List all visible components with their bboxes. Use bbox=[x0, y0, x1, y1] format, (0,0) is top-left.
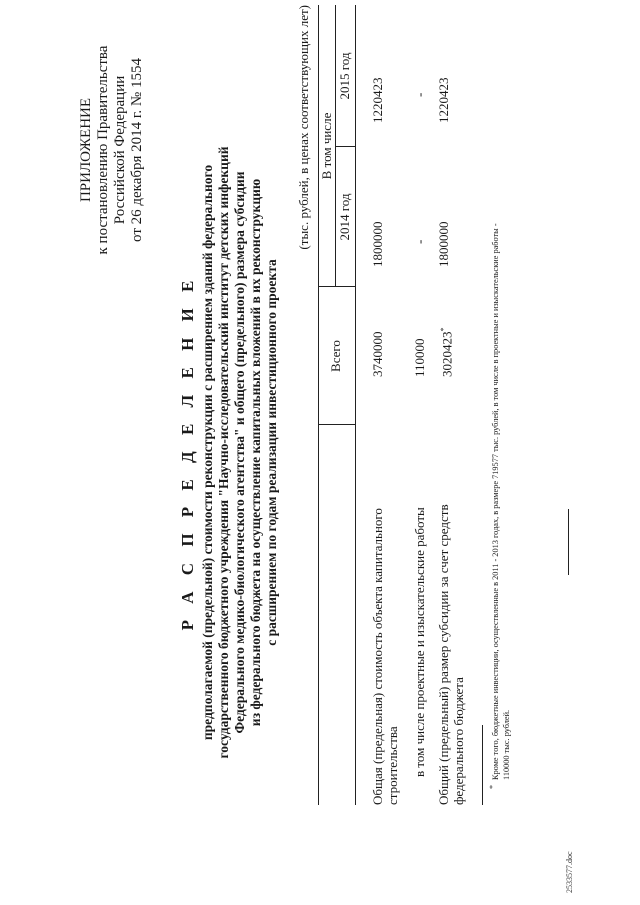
header-group: В том числе bbox=[319, 112, 334, 180]
header-year-2015: 2015 год bbox=[337, 52, 352, 100]
footnote-separator bbox=[482, 725, 483, 805]
appendix-line-1: к постановлению Правительства bbox=[95, 45, 111, 255]
subtitle-line-4: из федерального бюджета на осуществление капитальных вложений в их реконструкцию bbox=[248, 178, 263, 727]
table-header-bottom-border bbox=[355, 5, 356, 805]
table-row-1-2014: 1800000 bbox=[370, 221, 385, 267]
table-row-1-2015: 1220423 bbox=[370, 77, 385, 123]
appendix-line-2: Российской Федерации bbox=[112, 75, 128, 225]
subtitle-line-3: Федерального медико-биологического агентства" и общего (предельного) размера субсидии bbox=[232, 171, 247, 734]
units-note: (тыс. рублей, в ценах соответствующих лет) bbox=[296, 5, 311, 250]
table-row-2-total: 110000 bbox=[412, 338, 427, 377]
table-row-3-total: 3020423* bbox=[439, 327, 455, 377]
appendix-block bbox=[78, 10, 146, 290]
header-total: Всего bbox=[328, 340, 343, 372]
subtitle-line-1: предполагаемой (предельной) стоимости реконструкции с расширением зданий федерального bbox=[200, 164, 215, 741]
table-row-3-label: Общий (предельный) размер субсидии за счет средств федерального бюджета bbox=[436, 504, 466, 805]
subtitle-line-5: с расширением по годам реализации инвестиционного проекта bbox=[264, 259, 279, 646]
document-subtitle bbox=[200, 0, 280, 905]
table-row-2-2015: - bbox=[412, 92, 427, 97]
footnote-reference-mark: * bbox=[439, 327, 448, 332]
document-title: Р А С П Р Е Д Е Л Е Н И Е bbox=[178, 274, 197, 631]
table-row-3-2015: 1220423 bbox=[436, 77, 451, 123]
table-row-3-2014: 1800000 bbox=[436, 221, 451, 267]
footnote bbox=[490, 0, 512, 780]
footnote-line-2: 110000 тыс. рублей. bbox=[502, 709, 511, 780]
footnote-line-1: Кроме того, бюджетные инвестиции, осуществленные в 2011 - 2013 годах, в размере 719577 тыс. рублей, в том числе в проектные и изыскательские работы - bbox=[491, 223, 500, 780]
footnote-mark: * bbox=[488, 785, 497, 789]
header-year-2014: 2014 год bbox=[337, 193, 352, 241]
appendix-title: ПРИЛОЖЕНИЕ bbox=[78, 97, 94, 203]
subtitle-line-2: государственного бюджетного учреждения "Научно-исследовательский институт детских инфекций bbox=[216, 146, 231, 759]
table-row-1-label: Общая (предельная) стоимость объекта капитального строительства bbox=[370, 508, 400, 805]
separator-line-1 bbox=[568, 509, 569, 575]
appendix-line-3: от 26 декабря 2014 г. № 1554 bbox=[129, 58, 145, 242]
table-row-2-label: в том числе проектные и изыскательские работы bbox=[412, 507, 427, 777]
table-row-1-total: 3740000 bbox=[370, 331, 385, 377]
table-row-2-2014: - bbox=[412, 239, 427, 244]
file-code: 2533577.doc bbox=[565, 851, 574, 893]
